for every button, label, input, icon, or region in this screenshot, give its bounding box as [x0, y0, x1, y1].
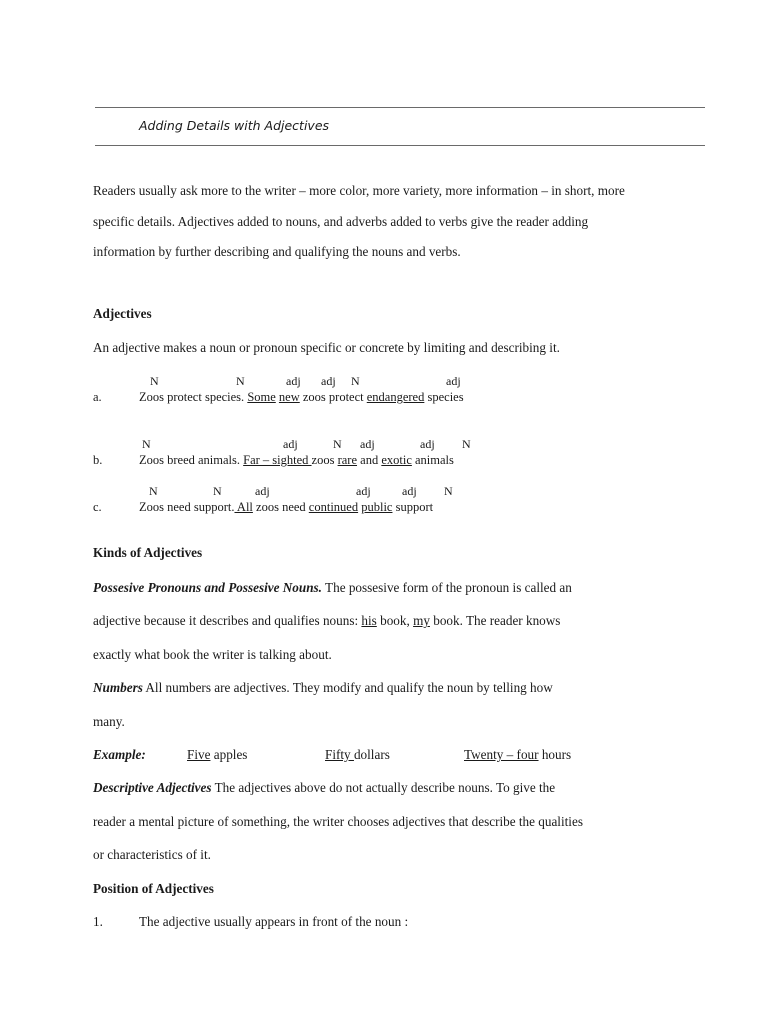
possessive-label: Possesive Pronouns and Possesive Nouns. [93, 580, 322, 595]
tag-noun: N [444, 484, 453, 498]
underlined-adjective: new [278, 390, 300, 404]
descriptive-line-3: or characteristics of it. [93, 847, 211, 862]
example-letter: a. [93, 390, 102, 404]
example-twenty-four-hours: Twenty – four hours [464, 747, 572, 762]
example-fifty-dollars: Fifty dollars [325, 747, 390, 762]
tag-noun: N [462, 437, 471, 451]
underlined-adjective: All [234, 500, 253, 514]
possessive-line-3: exactly what book the writer is talking about. [93, 647, 332, 662]
tag-noun: N [351, 374, 360, 388]
tag-noun: N [142, 437, 151, 451]
tag-noun: N [333, 437, 342, 451]
underlined-adjective: exotic [381, 453, 412, 467]
descriptive-line-2: reader a mental picture of something, the writer chooses adjectives that describe the qualities [93, 814, 583, 829]
underlined-adjective: Some [247, 390, 276, 404]
tag-adj: adj [420, 437, 435, 451]
descriptive-line-1: Descriptive Adjectives The adjectives above do not actually describe nouns. To give the [93, 780, 556, 795]
possessive-line-2: adjective because it describes and qualifies nouns: his book, my book. The reader knows [93, 613, 561, 628]
intro-line-3: information by further describing and qualifying the nouns and verbs. [93, 244, 461, 259]
adjective-definition: An adjective makes a noun or pronoun specific or concrete by limiting and describing it. [93, 340, 560, 355]
tag-noun: N [150, 374, 159, 388]
tag-adj: adj [402, 484, 417, 498]
example-label: Example: [93, 747, 146, 762]
numbers-line-1: Numbers All numbers are adjectives. They modify and qualify the noun by telling how [93, 680, 553, 695]
position-item-number: 1. [93, 914, 103, 929]
possessive-line-1: Possesive Pronouns and Possesive Nouns. The possesive form of the pronoun is called an [93, 580, 572, 595]
example-five-apples: Five apples [187, 747, 248, 762]
title-rule [95, 145, 705, 146]
example-letter: b. [93, 453, 103, 467]
underlined-adjective: Far – sighted [243, 453, 312, 467]
document-title: Adding Details with Adjectives [139, 118, 330, 133]
descriptive-label: Descriptive Adjectives [93, 780, 212, 795]
intro-line-2: specific details. Adjectives added to nouns, and adverbs added to verbs give the reader adding [93, 214, 589, 229]
tag-adj: adj [283, 437, 298, 451]
tag-adj: adj [356, 484, 371, 498]
top-rule [95, 107, 705, 108]
example-sentence: Zoos breed animals. Far – sighted zoos rare and exotic animals [139, 453, 454, 467]
tag-adj: adj [255, 484, 270, 498]
underlined-my: my [413, 613, 430, 628]
position-heading: Position of Adjectives [93, 881, 214, 896]
tag-noun: N [213, 484, 222, 498]
position-item-text: The adjective usually appears in front of the noun : [139, 914, 409, 929]
underlined-adjective: continued [308, 500, 359, 514]
adjectives-heading: Adjectives [93, 306, 152, 321]
example-sentence: Zoos need support. All zoos need continued public support [139, 500, 434, 514]
tag-adj: adj [446, 374, 461, 388]
underlined-his: his [361, 613, 377, 628]
underlined-adjective: endangered [366, 390, 425, 404]
tag-noun: N [149, 484, 158, 498]
example-letter: c. [93, 500, 102, 514]
tag-adj: adj [286, 374, 301, 388]
tag-noun: N [236, 374, 245, 388]
kinds-heading: Kinds of Adjectives [93, 545, 203, 560]
numbers-label: Numbers [93, 680, 143, 695]
intro-line-1: Readers usually ask more to the writer – more color, more variety, more information – in short, more [93, 183, 625, 198]
underlined-adjective: public [361, 500, 393, 514]
tag-adj: adj [360, 437, 375, 451]
underlined-adjective: rare [337, 453, 358, 467]
tag-adj: adj [321, 374, 336, 388]
numbers-line-2: many. [93, 714, 125, 729]
example-sentence: Zoos protect species. Some new zoos protect endangered species [139, 390, 464, 404]
